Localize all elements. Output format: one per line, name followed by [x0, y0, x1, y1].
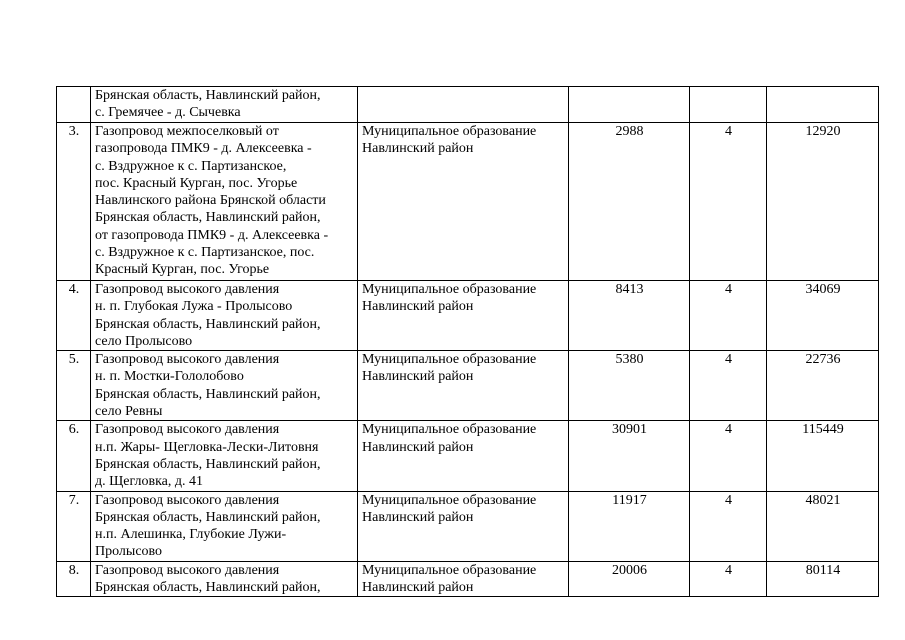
description-line: село Пролысово — [95, 333, 193, 349]
table-row — [57, 123, 879, 281]
owner-line: Муниципальное образование — [362, 562, 537, 578]
pipeline-length: 30901 — [569, 421, 690, 491]
pipeline-description — [91, 281, 358, 351]
description-line: н.п. Алешинка, Глубокие Лужи- — [95, 527, 287, 543]
row-number: 8. — [57, 561, 91, 597]
description-line: Брянская область, Навлинский район, — [95, 316, 321, 332]
pipeline-value — [767, 87, 879, 123]
pipeline-value: 80114 — [767, 561, 879, 597]
description-line: Брянская область, Навлинский район, — [95, 88, 321, 103]
description-line: Газопровод высокого давления — [95, 282, 280, 297]
pressure-category: 4 — [690, 351, 767, 421]
description-line: Газопровод высокого давления — [95, 422, 280, 438]
description-line: Газопровод высокого давления — [95, 492, 280, 508]
pressure-category: 4 — [690, 421, 767, 491]
pipeline-description — [91, 491, 358, 561]
pressure-category: 4 — [690, 281, 767, 351]
table-row — [57, 491, 879, 561]
table-row — [57, 87, 879, 123]
table-row — [57, 351, 879, 421]
description-line: н.п. Жары- Щегловка-Лески-Литовня — [95, 439, 319, 455]
pipeline-value: 22736 — [767, 351, 879, 421]
pressure-category: 4 — [690, 561, 767, 597]
description-line: пос. Красный Курган, пос. Угорье — [95, 175, 298, 191]
pipeline-value: 12920 — [767, 123, 879, 281]
owner — [358, 491, 569, 561]
description-line: Брянская область, Навлинский район, — [95, 386, 321, 402]
description-line: газопровода ПМК9 - д. Алексеевка - — [95, 141, 312, 157]
description-line: село Ревны — [95, 404, 163, 420]
owner — [358, 421, 569, 491]
owner-line: Муниципальное образование — [362, 352, 537, 368]
pressure-category — [690, 87, 767, 123]
pipeline-length: 2988 — [569, 123, 690, 281]
row-number: 7. — [57, 491, 91, 561]
row-number: 6. — [57, 421, 91, 491]
description-line: н. п. Глубокая Лужа - Пролысово — [95, 299, 293, 315]
owner-line: Навлинский район — [362, 580, 474, 596]
description-line: Брянская область, Навлинский район, — [95, 509, 321, 525]
description-line: с. Вздружное к с. Партизанское, пос. — [95, 245, 315, 261]
table-row — [57, 561, 879, 597]
pipeline-length: 8413 — [569, 281, 690, 351]
pipeline-length: 11917 — [569, 491, 690, 561]
pipeline-description — [91, 421, 358, 491]
gas-pipeline-table — [56, 86, 879, 597]
pipeline-description — [91, 87, 358, 123]
description-line: Брянская область, Навлинский район, — [95, 456, 321, 472]
table-row — [57, 281, 879, 351]
description-line: Красный Курган, пос. Угорье — [95, 262, 270, 278]
description-line: Пролысово — [95, 544, 163, 560]
pipeline-description — [91, 123, 358, 281]
row-number: 3. — [57, 123, 91, 281]
owner-line: Муниципальное образование — [362, 492, 537, 508]
description-line: с. Вздружное к с. Партизанское, — [95, 158, 287, 174]
pipeline-value: 48021 — [767, 491, 879, 561]
owner-line: Навлинский район — [362, 299, 474, 315]
description-line: Брянская область, Навлинский район, — [95, 580, 321, 596]
owner — [358, 351, 569, 421]
owner-line: Муниципальное образование — [362, 422, 537, 438]
owner-line: Навлинский район — [362, 369, 474, 385]
description-line: н. п. Мостки-Гололобово — [95, 369, 244, 385]
owner — [358, 123, 569, 281]
row-number — [57, 87, 91, 123]
owner-line: Муниципальное образование — [362, 124, 537, 139]
owner-line: Навлинский район — [362, 141, 474, 157]
description-line: Газопровод высокого давления — [95, 562, 280, 578]
description-line: Навлинского района Брянской области — [95, 193, 326, 209]
description-line: с. Гремячее - д. Сычевка — [95, 105, 241, 121]
row-number: 5. — [57, 351, 91, 421]
owner — [358, 87, 569, 123]
description-line: от газопровода ПМК9 - д. Алексеевка - — [95, 227, 329, 243]
description-line: Газопровод межпоселковый от — [95, 124, 279, 139]
table-row — [57, 421, 879, 491]
owner — [358, 561, 569, 597]
pipeline-description — [91, 351, 358, 421]
pressure-category: 4 — [690, 123, 767, 281]
owner-line: Навлинский район — [362, 439, 474, 455]
description-line: Брянская область, Навлинский район, — [95, 210, 321, 226]
pipeline-length: 5380 — [569, 351, 690, 421]
pipeline-length: 20006 — [569, 561, 690, 597]
owner-line: Навлинский район — [362, 509, 474, 525]
pipeline-value: 115449 — [767, 421, 879, 491]
pipeline-length — [569, 87, 690, 123]
row-number: 4. — [57, 281, 91, 351]
pipeline-value: 34069 — [767, 281, 879, 351]
pressure-category: 4 — [690, 491, 767, 561]
owner — [358, 281, 569, 351]
owner-line: Муниципальное образование — [362, 282, 537, 297]
description-line: д. Щегловка, д. 41 — [95, 474, 204, 490]
pipeline-description — [91, 561, 358, 597]
description-line: Газопровод высокого давления — [95, 352, 280, 368]
